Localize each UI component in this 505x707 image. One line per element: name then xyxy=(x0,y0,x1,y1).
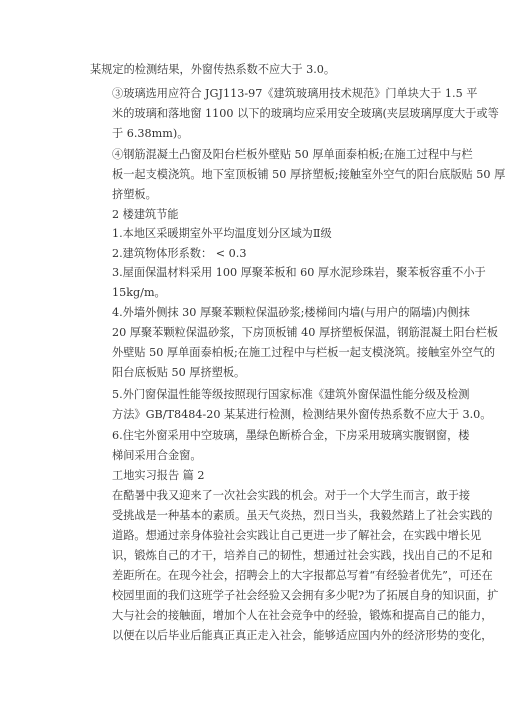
text-line: 3.屋面保温材料采用 100 厚聚苯板和 60 厚水泥珍珠岩，聚苯板容重不小于 xyxy=(112,266,486,279)
text-line: 20 厚聚苯颗粒保温砂浆，下房顶板铺 40 厚挤塑板保温，钢筋混凝土阳台栏板 xyxy=(112,326,498,339)
text-line: 在酷暑中我又迎来了一次社会实践的机会。对于一个大学生而言，敢于接 xyxy=(112,489,471,502)
paragraph-bay-window xyxy=(90,145,505,205)
list-item-4 xyxy=(90,303,498,383)
text-line: 方法》GB/T8484-20 某某进行检测，检测结果外窗传热系数不应大于 3.0。 xyxy=(112,408,492,421)
text-line: 外壁贴 50 厚单面泰柏板;在施工过程中与栏板一起支模浇筑。接触室外空气的 xyxy=(112,346,496,359)
list-item-1 xyxy=(90,224,408,244)
text-line: 6.住宅外窗采用中空玻璃，墨绿色断桥合金，下房采用玻璃实腹钢窗，楼 xyxy=(112,429,470,442)
text-line: 2 楼建筑节能 xyxy=(112,208,179,221)
text-line: 阳台底板贴 50 厚挤塑板。 xyxy=(112,366,246,379)
text-line: 识，锻炼自己的才干，培养自己的韧性，想通过社会实践，找出自己的不足和 xyxy=(112,549,493,562)
section-heading xyxy=(90,205,408,225)
text-line: 5.外门窗保温性能等级按照现行国家标准《建筑外窗保温性能分级及检测 xyxy=(112,388,470,401)
list-item-5 xyxy=(90,385,492,425)
text-line: 梯间采用合金窗。 xyxy=(112,449,202,462)
report-heading xyxy=(90,466,408,486)
list-item-6 xyxy=(90,426,470,466)
text-line: 受挑战是一种基本的素质。虽天气炎热，烈日当头，我毅然踏上了社会实践的 xyxy=(112,509,493,522)
text-line: 2.建筑物体形系数： < 0.3 xyxy=(112,247,247,260)
text-line: 1.本地区采暖期室外平均温度划分区域为Ⅱ级 xyxy=(112,227,332,240)
text-line: 校园里面的我们这班学子社会经验又会拥有多少呢?为了拓展自身的知识面，扩 xyxy=(112,589,499,602)
text-line: 大与社会的接触面，增加个人在社会竞争中的经验，锻炼和提高自己的能力， xyxy=(112,609,493,622)
text-line: 于 6.38mm)。 xyxy=(112,127,189,140)
list-item-3 xyxy=(90,263,486,303)
text-line: 板一起支模浇筑。地下室顶板铺 50 厚挤塑板;接触室外空气的阳台底版贴 50 厚 xyxy=(112,168,505,181)
list-item-2 xyxy=(90,244,408,264)
paragraph-continuation xyxy=(90,60,408,80)
text-line: 道路。想通过亲身体验社会实践让自己更进一步了解社会，在实践中增长见 xyxy=(112,529,482,542)
text-line: 米的玻璃和落地窗 1100 以下的玻璃均应采用安全玻璃(夹层玻璃厚度大于或等 xyxy=(112,107,499,120)
text-line: 差距所在。在现今社会，招聘会上的大字报都总写着“有经验者优先”，可还在 xyxy=(112,569,493,582)
text-line: 工地实习报告 篇 2 xyxy=(112,469,205,482)
text-line: ③玻璃选用应符合 JGJ113-97《建筑玻璃用技术规范》门单块大于 1.5 平 xyxy=(112,87,478,100)
paragraph-glass-spec xyxy=(90,84,499,144)
text-line: 以便在以后毕业后能真正真正走入社会，能够适应国内外的经济形势的变化， xyxy=(112,629,493,642)
text-line: 15kg/m。 xyxy=(112,286,166,299)
text-line: 挤塑板。 xyxy=(112,188,157,201)
text-line: 4.外墙外侧抹 30 厚聚苯颗粒保温砂浆;楼梯间内墙(与用户的隔墙)内侧抹 xyxy=(112,306,470,319)
paragraph-practice xyxy=(90,486,499,646)
text-line: ④钢筋混凝土凸窗及阳台栏板外壁贴 50 厚单面泰柏板;在施工过程中与栏 xyxy=(112,148,473,161)
text-line: 某规定的检测结果，外窗传热系数不应大于 3.0。 xyxy=(90,63,336,76)
